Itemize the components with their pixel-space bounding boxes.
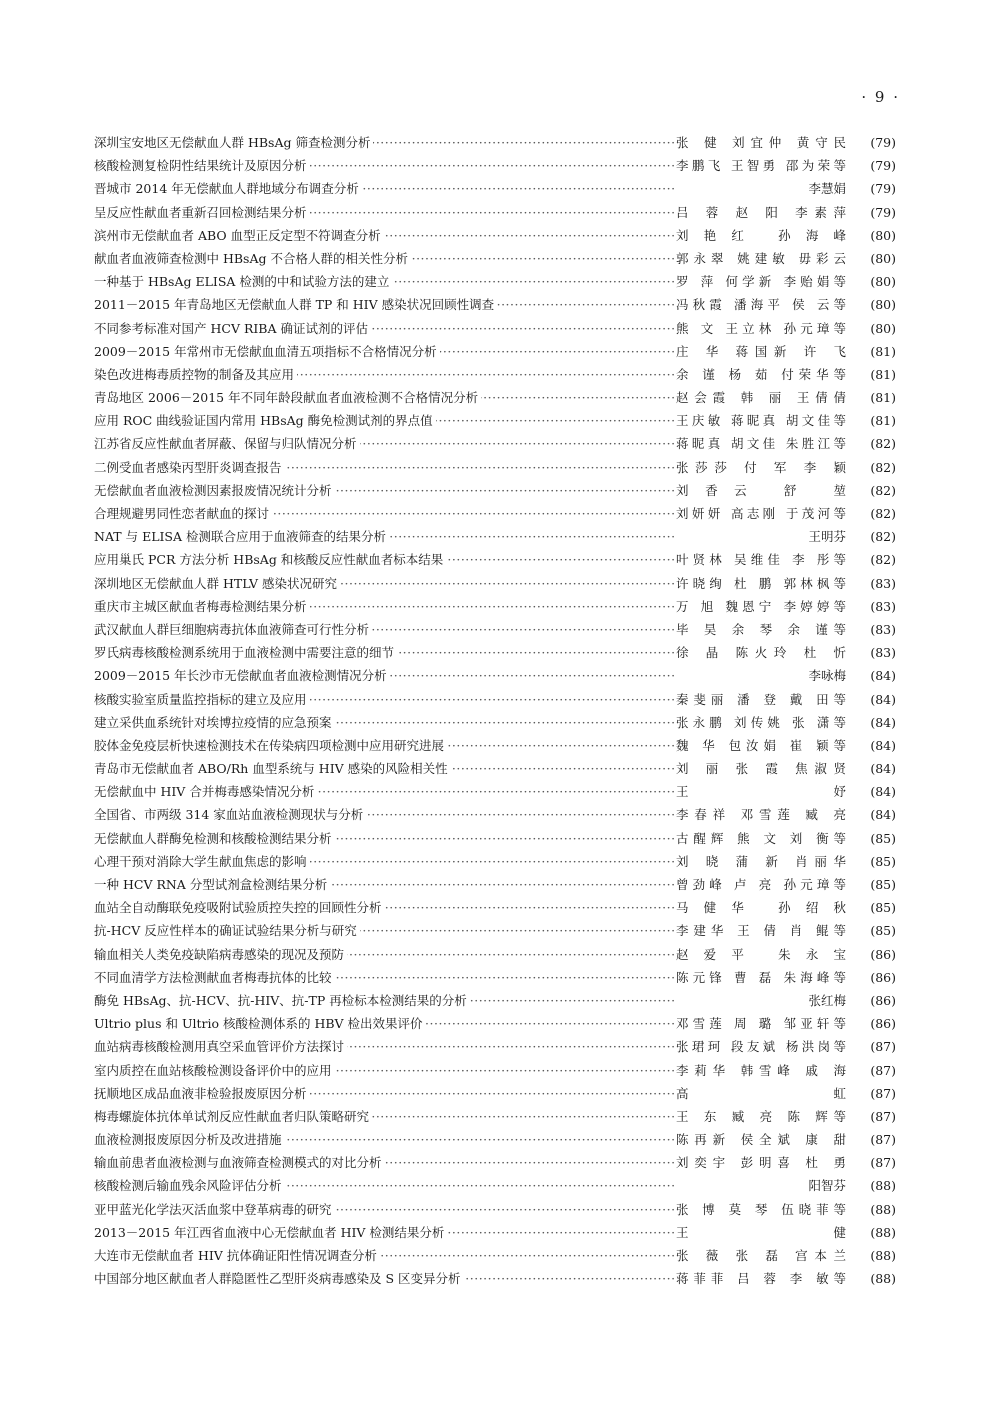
entry-title: 深圳地区无偿献血人群 HTLV 感染状况研究	[94, 572, 340, 595]
entry-authors: 庄 华 蒋国新 许 飞	[676, 340, 846, 363]
entry-title: 梅毒螺旋体抗体单试剂反应性献血者归队策略研究	[94, 1105, 372, 1128]
entry-page-number: (87)	[870, 1108, 896, 1124]
entry-page-number: (79)	[870, 135, 896, 150]
entry-authors: 张 健 刘宜仲 黄守民	[676, 131, 846, 154]
toc-entry[interactable]	[94, 131, 896, 154]
entry-title: 全国省、市两级 314 家血站血液检测现状与分析	[94, 803, 366, 826]
entry-page-number: (84)	[870, 714, 896, 730]
entry-title: Ultrio plus 和 Ultrio 核酸检测体系的 HBV 检出效果评价	[94, 1012, 426, 1035]
entry-page-number: (87)	[870, 1062, 896, 1078]
entry-title: 无偿献血中 HIV 合并梅毒感染情况分析	[94, 780, 317, 803]
entry-title: NAT 与 ELISA 检测联合应用于血液筛查的结果分析	[94, 525, 389, 548]
entry-page-number: (86)	[870, 1016, 896, 1032]
entry-page-number: (82)	[870, 552, 896, 568]
entry-title: 武汉献血人群巨细胞病毒抗体血液筛查可行性分析	[94, 618, 372, 641]
toc-entry[interactable]	[94, 664, 896, 687]
entry-authors: 刘 晓 蒲 新 肖丽华	[676, 850, 846, 873]
entry-page-number: (86)	[870, 992, 896, 1008]
entry-title: 血液检测报废原因分析及改进措施	[94, 1128, 285, 1151]
toc-entry[interactable]	[94, 154, 896, 177]
toc-entry[interactable]	[94, 270, 896, 293]
toc-entry[interactable]	[94, 943, 896, 966]
toc-entry[interactable]	[94, 1128, 896, 1151]
entry-page-number: (84)	[870, 807, 896, 823]
entry-title: 青岛地区 2006－2015 年不同年龄段献血者血液检测不合格情况分析	[94, 386, 481, 409]
entry-page-number: (87)	[870, 1132, 896, 1148]
entry-authors: 刘妍妍 高志刚 于茂河等	[676, 502, 846, 525]
entry-authors: 蒋菲菲 吕 蓉 李 敏等	[676, 1267, 846, 1290]
entry-title: 2011－2015 年青岛地区无偿献血人群 TP 和 HIV 感染状况回顾性调查	[94, 293, 497, 316]
toc-entry[interactable]	[94, 525, 896, 548]
entry-page-number: (87)	[870, 1155, 896, 1171]
entry-title: 合理规避男同性恋者献血的探讨	[94, 502, 272, 525]
entry-authors: 张永鹏 刘传姚 张 潇等	[676, 711, 846, 734]
entry-authors: 王庆敏 蒋昵真 胡文佳等	[676, 409, 846, 432]
toc-entry[interactable]	[94, 317, 896, 340]
entry-title: 无偿献血者血液检测因素报废情况统计分析	[94, 479, 335, 502]
entry-page-number: (85)	[870, 830, 896, 846]
toc-entry[interactable]	[94, 827, 896, 850]
toc-entry[interactable]	[94, 896, 896, 919]
entry-title: 输血前患者血液检测与血液筛查检测模式的对比分析	[94, 1151, 385, 1174]
entry-title: 酶免 HBsAg、抗-HCV、抗-HIV、抗-TP 再检标本检测结果的分析	[94, 989, 470, 1012]
entry-page-number: (86)	[870, 946, 896, 962]
toc-entry[interactable]	[94, 1244, 896, 1267]
entry-page-number: (80)	[870, 297, 896, 313]
entry-authors: 余 谨 杨 茹 付荣华等	[676, 363, 846, 386]
entry-page-number: (84)	[870, 784, 896, 800]
entry-page-number: (86)	[870, 969, 896, 985]
entry-title: 一种基于 HBsAg ELISA 检测的中和试验方法的建立	[94, 270, 392, 293]
entry-page-number: (82)	[870, 506, 896, 521]
entry-page-number: (85)	[870, 923, 896, 939]
entry-page-number: (88)	[870, 1201, 896, 1217]
entry-title: 呈反应性献血者重新召回检测结果分析	[94, 201, 310, 224]
entry-authors: 马健华 孙绍秋	[676, 896, 846, 919]
toc-entry[interactable]	[94, 1059, 896, 1082]
table-of-contents	[94, 131, 896, 1290]
entry-title: 心理干预对消除大学生献血焦虑的影响	[94, 850, 310, 873]
entry-authors: 毕 昊 余 琴 余 谨等	[676, 618, 846, 641]
entry-authors: 王 健	[676, 1221, 846, 1244]
toc-entry[interactable]	[94, 224, 896, 247]
toc-entry[interactable]	[94, 1174, 896, 1197]
toc-entry[interactable]	[94, 1105, 896, 1128]
entry-title: 罗氏病毒核酸检测系统用于血液检测中需要注意的细节	[94, 641, 397, 664]
toc-entry[interactable]	[94, 1151, 896, 1174]
toc-entry[interactable]	[94, 363, 896, 386]
entry-authors: 阳智芬	[676, 1174, 846, 1197]
entry-authors: 许晓绚 杜 鹏 郭林枫等	[676, 572, 846, 595]
entry-page-number: (88)	[870, 1178, 896, 1194]
entry-title: 亚甲蓝光化学法灭活血浆中登革病毒的研究	[94, 1198, 335, 1221]
entry-authors: 张 博 莫 琴 伍晓菲等	[676, 1198, 846, 1221]
toc-entry[interactable]	[94, 989, 896, 1012]
entry-title: 2013－2015 年江西省血液中心无偿献血者 HIV 检测结果分析	[94, 1221, 447, 1244]
entry-authors: 李鹏飞 王智勇 邵为荣等	[676, 154, 846, 177]
entry-title: 应用 ROC 曲线验证国内常用 HBsAg 酶免检测试剂的界点值	[94, 409, 436, 432]
entry-page-number: (85)	[870, 877, 896, 892]
toc-entry[interactable]	[94, 688, 896, 711]
toc-entry[interactable]	[94, 734, 896, 757]
entry-authors: 曾劲峰 卢 亮 孙元璋等	[676, 873, 846, 896]
entry-title: 核酸实验室质量监控指标的建立及应用	[94, 688, 310, 711]
entry-page-number: (79)	[870, 158, 896, 174]
entry-title: 血站全自动酶联免疫吸附试验质控失控的回顾性分析	[94, 896, 385, 919]
entry-authors: 刘奕宇 彭明喜 杜 勇	[676, 1151, 846, 1174]
entry-title: 应用巢氏 PCR 方法分析 HBsAg 和核酸反应性献血者标本结果	[94, 548, 446, 571]
toc-entry[interactable]	[94, 757, 896, 780]
toc-entry[interactable]	[94, 711, 896, 734]
entry-authors: 刘艳红 孙海峰	[676, 224, 846, 247]
entry-page-number: (88)	[870, 1248, 896, 1263]
entry-title: 血站病毒核酸检测用真空采血管评价方法探讨	[94, 1035, 347, 1058]
entry-page-number: (80)	[870, 320, 896, 336]
toc-entry[interactable]	[94, 966, 896, 989]
entry-page-number: (84)	[870, 668, 896, 684]
toc-entry[interactable]	[94, 919, 896, 942]
entry-title: 滨州市无偿献血者 ABO 血型正反定型不符调查分析	[94, 224, 384, 247]
entry-authors: 熊 文 王立林 孙元璋等	[676, 317, 846, 340]
entry-title: 染色改进梅毒质控物的制备及其应用	[94, 363, 297, 386]
entry-page-number: (82)	[870, 436, 896, 452]
entry-title: 深圳宝安地区无偿献血人群 HBsAg 筛查检测分析	[94, 131, 373, 154]
entry-authors: 罗 萍 何学新 李贻娟等	[676, 270, 846, 293]
entry-title: 大连市无偿献血者 HIV 抗体确证阳性情况调查分析	[94, 1244, 380, 1267]
entry-page-number: (85)	[870, 900, 896, 916]
entry-page-number: (80)	[870, 274, 896, 290]
entry-title: 抚顺地区成品血液非检验报废原因分析	[94, 1082, 310, 1105]
entry-authors: 张红梅	[676, 989, 846, 1012]
entry-page-number: (83)	[870, 598, 896, 614]
entry-title: 无偿献血人群酶免检测和核酸检测结果分析	[94, 827, 335, 850]
entry-title: 2009－2015 年常州市无偿献血血清五项指标不合格情况分析	[94, 340, 440, 363]
entry-authors: 王明芬	[676, 525, 846, 548]
entry-title: 中国部分地区献血者人群隐匿性乙型肝炎病毒感染及 S 区变异分析	[94, 1267, 464, 1290]
entry-authors: 郭永翠 姚建敏 毋彩云	[676, 247, 846, 270]
entry-page-number: (83)	[870, 621, 896, 637]
toc-entry[interactable]	[94, 247, 896, 270]
entry-page-number: (79)	[870, 181, 896, 197]
toc-entry[interactable]	[94, 1198, 896, 1221]
page-number: · 9 ·	[861, 88, 900, 106]
entry-title: 核酸检测后输血残余风险评估分析	[94, 1174, 285, 1197]
entry-title: 重庆市主城区献血者梅毒检测结果分析	[94, 595, 310, 618]
entry-title: 二例受血者感染丙型肝炎调查报告	[94, 456, 285, 479]
entry-page-number: (81)	[870, 390, 896, 406]
toc-entry[interactable]	[94, 456, 896, 479]
toc-entry[interactable]	[94, 432, 896, 455]
entry-authors: 李春祥 邓雪莲 臧 亮	[676, 803, 846, 826]
entry-authors: 李咏梅	[676, 664, 846, 687]
entry-page-number: (79)	[870, 204, 896, 220]
entry-page-number: (87)	[870, 1039, 896, 1055]
entry-authors: 张莎莎 付 军 李 颖	[676, 456, 846, 479]
entry-page-number: (82)	[870, 529, 896, 545]
entry-title: 青岛市无偿献血者 ABO/Rh 血型系统与 HIV 感染的风险相关性	[94, 757, 451, 780]
entry-title: 江苏省反应性献血者屏蔽、保留与归队情况分析	[94, 432, 360, 455]
entry-title: 胶体金免疫层析快速检测技术在传染病四项检测中应用研究进展	[94, 734, 447, 757]
entry-authors: 叶贤林 吴维佳 李 彤等	[676, 548, 846, 571]
entry-authors: 秦斐丽 潘 登 戴 田等	[676, 688, 846, 711]
entry-page-number: (83)	[870, 575, 896, 591]
entry-authors: 吕 蓉 赵 阳 李素萍	[676, 201, 846, 224]
entry-authors: 赵爱平 朱永宝	[676, 943, 846, 966]
entry-authors: 李慧娟	[676, 177, 846, 200]
entry-title: 抗-HCV 反应性样本的确证试验结果分析与研究	[94, 919, 360, 942]
entry-authors: 陈元锋 曹 磊 朱海峰等	[676, 966, 846, 989]
toc-entry[interactable]	[94, 618, 896, 641]
entry-authors: 邓雪莲 周 璐 邹亚轩等	[676, 1012, 846, 1035]
entry-title: 不同参考标准对国产 HCV RIBA 确证试剂的评估	[94, 317, 371, 340]
toc-entry[interactable]	[94, 1082, 896, 1105]
toc-entry[interactable]	[94, 873, 896, 896]
entry-page-number: (83)	[870, 645, 896, 661]
entry-authors: 蒋昵真 胡文佳 朱胜江等	[676, 432, 846, 455]
entry-page-number: (88)	[870, 1224, 896, 1240]
entry-title: 2009－2015 年长沙市无偿献血者血液检测情况分析	[94, 664, 390, 687]
entry-authors: 赵会霞 韩 丽 王倩倩	[676, 386, 846, 409]
entry-page-number: (84)	[870, 737, 896, 753]
entry-page-number: (85)	[870, 853, 896, 869]
entry-authors: 冯秋霞 潘海平 侯 云等	[676, 293, 846, 316]
toc-entry[interactable]	[94, 386, 896, 409]
toc-entry[interactable]	[94, 177, 896, 200]
entry-title: 献血者血液筛查检测中 HBsAg 不合格人群的相关性分析	[94, 247, 411, 270]
entry-title: 一种 HCV RNA 分型试剂盒检测结果分析	[94, 873, 330, 896]
entry-page-number: (87)	[870, 1085, 896, 1101]
entry-page-number: (88)	[870, 1271, 896, 1287]
toc-entry[interactable]	[94, 1035, 896, 1058]
entry-page-number: (81)	[870, 366, 896, 382]
entry-authors: 万 旭 魏恩宁 李婷婷等	[676, 595, 846, 618]
toc-entry[interactable]	[94, 780, 896, 803]
entry-authors: 王 妤	[676, 780, 846, 803]
toc-entry[interactable]	[94, 803, 896, 826]
toc-entry[interactable]	[94, 1221, 896, 1244]
entry-authors: 刘香云 舒 堃	[676, 479, 846, 502]
entry-page-number: (81)	[870, 343, 896, 359]
entry-authors: 魏 华 包汝娟 崔 颖等	[676, 734, 846, 757]
entry-authors: 徐 晶 陈火玲 杜 忻	[676, 641, 846, 664]
entry-authors: 古醒辉 熊 文 刘 衡等	[676, 827, 846, 850]
entry-authors: 张 薇 张 磊 宫本兰	[676, 1244, 846, 1267]
toc-entry[interactable]	[94, 641, 896, 664]
entry-authors: 王 东 臧 亮 陈 辉等	[676, 1105, 846, 1128]
entry-authors: 张珺珂 段友斌 杨洪岗等	[676, 1035, 846, 1058]
entry-authors: 李莉华 韩雪峰 戚 海	[676, 1059, 846, 1082]
toc-entry[interactable]	[94, 572, 896, 595]
entry-page-number: (84)	[870, 761, 896, 777]
toc-entry[interactable]	[94, 479, 896, 502]
entry-authors: 陈再新 侯全斌 康 甜	[676, 1128, 846, 1151]
entry-page-number: (81)	[870, 413, 896, 429]
toc-entry[interactable]	[94, 409, 896, 432]
toc-entry[interactable]	[94, 293, 896, 316]
toc-entry[interactable]	[94, 548, 896, 571]
entry-title: 晋城市 2014 年无偿献血人群地域分布调查分析	[94, 177, 362, 200]
toc-entry[interactable]	[94, 502, 896, 525]
entry-title: 建立采供血系统针对埃博拉疫情的应急预案	[94, 711, 335, 734]
entry-authors: 李建华 王 倩 肖 鲲等	[676, 919, 846, 942]
toc-entry[interactable]	[94, 595, 896, 618]
entry-page-number: (80)	[870, 227, 896, 243]
entry-title: 不同血清学方法检测献血者梅毒抗体的比较	[94, 966, 335, 989]
entry-page-number: (84)	[870, 691, 896, 707]
entry-page-number: (82)	[870, 482, 896, 498]
entry-page-number: (80)	[870, 250, 896, 266]
entry-authors: 刘 丽 张 霞 焦淑贤	[676, 757, 846, 780]
toc-entry[interactable]	[94, 201, 896, 224]
entry-title: 核酸检测复检阴性结果统计及原因分析	[94, 154, 310, 177]
entry-title: 室内质控在血站核酸检测设备评价中的应用	[94, 1059, 335, 1082]
entry-page-number: (82)	[870, 459, 896, 475]
entry-title: 输血相关人类免疫缺陷病毒感染的现况及预防	[94, 943, 347, 966]
toc-entry[interactable]	[94, 1267, 896, 1290]
entry-authors: 高 虹	[676, 1082, 846, 1105]
toc-entry[interactable]	[94, 850, 896, 873]
toc-entry[interactable]	[94, 1012, 896, 1035]
toc-entry[interactable]	[94, 340, 896, 363]
